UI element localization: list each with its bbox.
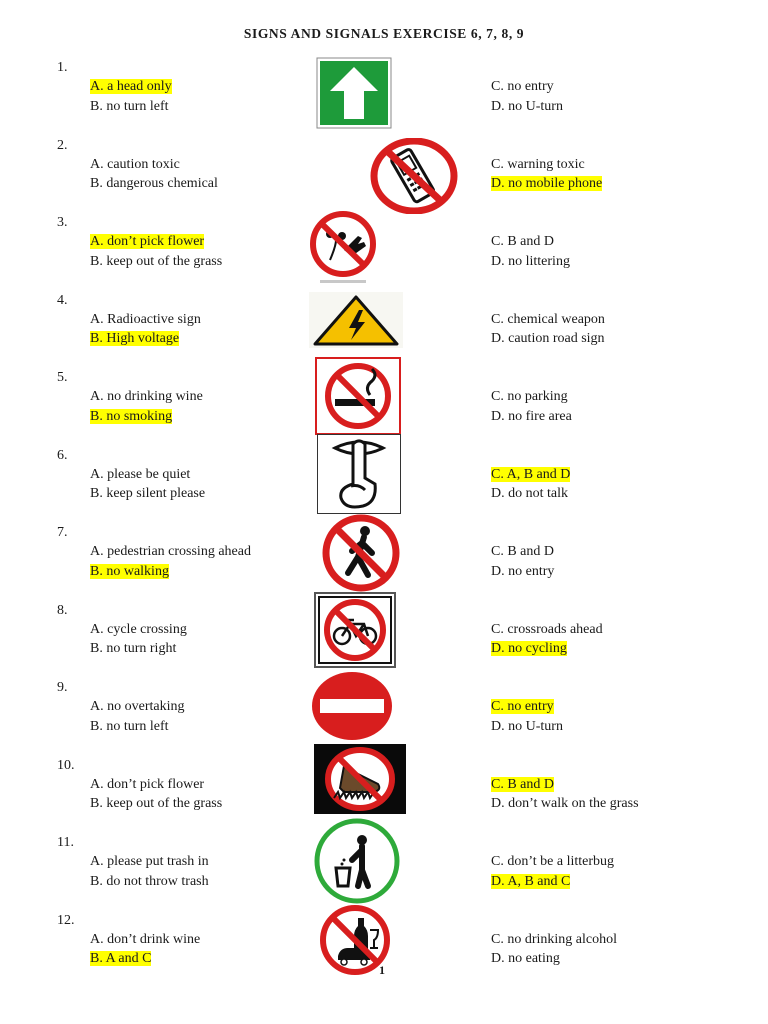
answer-option <box>90 718 169 735</box>
option-letter: A. <box>90 854 104 869</box>
highlighted-answer <box>491 699 554 714</box>
answer-option <box>90 853 209 870</box>
answer-option <box>90 78 172 95</box>
answer-option <box>491 853 614 870</box>
option-text: no overtaking <box>107 699 185 714</box>
no-walking-sign-icon <box>320 513 402 593</box>
highlighted-answer <box>491 777 554 792</box>
option-text: no turn right <box>106 641 177 656</box>
option-text: no turn left <box>106 98 169 114</box>
option-letter: A. <box>90 234 104 249</box>
option-text: A, B and D <box>506 466 571 482</box>
option-letter: A. <box>90 466 104 482</box>
answer-option <box>491 485 568 502</box>
highlighted-answer <box>90 564 169 579</box>
option-text: please be quiet <box>107 466 191 482</box>
highlighted-answer <box>491 176 602 191</box>
option-text: don’t pick flower <box>107 234 205 249</box>
option-letter: B. <box>90 873 103 889</box>
highlighted-answer <box>491 467 570 482</box>
option-text: no mobile phone <box>508 176 603 191</box>
option-text: High voltage <box>106 331 180 346</box>
option-letter: B. <box>90 408 103 424</box>
option-letter: B. <box>90 486 103 501</box>
answer-option <box>90 466 190 483</box>
option-text: no turn left <box>106 718 169 734</box>
answer-option <box>491 776 554 793</box>
option-text: no entry <box>507 699 554 714</box>
highlighted-answer <box>90 331 179 346</box>
option-letter: C. <box>491 311 504 327</box>
option-letter: C. <box>491 699 504 714</box>
option-text: don’t walk on the grass <box>508 796 639 811</box>
option-text: caution road sign <box>508 331 605 346</box>
answer-option <box>491 718 563 735</box>
answer-option <box>491 408 572 425</box>
option-text: do not throw trash <box>106 873 209 889</box>
option-letter: A. <box>90 699 104 714</box>
option-text: no eating <box>508 951 560 966</box>
option-letter: A. <box>90 311 104 327</box>
option-text: dangerous chemical <box>106 176 218 191</box>
option-letter: A. <box>90 544 104 559</box>
option-letter: C. <box>491 466 504 482</box>
highlighted-answer <box>90 79 172 94</box>
option-letter: D. <box>491 718 505 734</box>
answer-option <box>90 330 179 347</box>
option-letter: A. <box>90 156 104 172</box>
page-title: SIGNS AND SIGNALS EXERCISE 6, 7, 8, 9 <box>243 26 525 41</box>
option-letter: C. <box>491 776 504 792</box>
option-letter: D. <box>491 331 505 346</box>
trash-bin-sign-icon <box>312 818 402 904</box>
question-number: 9. <box>57 680 68 695</box>
option-text: keep silent please <box>106 486 206 501</box>
option-text: no parking <box>507 389 568 404</box>
option-letter: C. <box>491 79 504 94</box>
answer-option <box>491 950 560 967</box>
option-letter: C. <box>491 621 504 637</box>
page-number: 1 <box>379 963 385 977</box>
answer-option <box>90 621 187 638</box>
option-text: warning toxic <box>507 156 585 172</box>
answer-option <box>90 698 185 715</box>
answer-option <box>491 330 605 347</box>
option-letter: D. <box>491 796 505 811</box>
option-text: Radioactive sign <box>107 311 201 327</box>
answer-option <box>90 98 169 115</box>
quiet-please-sign-icon <box>317 434 401 514</box>
option-text: chemical weapon <box>507 311 605 327</box>
answer-option <box>491 156 585 173</box>
option-letter: B. <box>90 951 103 966</box>
option-text: don’t be a litterbug <box>507 854 615 869</box>
option-text: no entry <box>507 79 554 94</box>
question-number: 10. <box>57 757 75 773</box>
option-letter: C. <box>491 234 504 249</box>
ahead-only-sign-icon <box>316 57 392 129</box>
answer-option <box>90 311 201 328</box>
option-letter: D. <box>491 563 505 579</box>
highlighted-answer <box>90 409 172 424</box>
option-letter: C. <box>491 931 504 947</box>
no-entry-sign-icon <box>310 671 394 741</box>
option-letter: A. <box>90 79 104 94</box>
option-text: no cycling <box>508 641 567 656</box>
no-smoking-sign-icon <box>315 357 401 435</box>
option-text: caution toxic <box>107 156 180 172</box>
option-text: no smoking <box>106 408 173 424</box>
answer-option <box>491 311 605 328</box>
option-letter: C. <box>491 389 504 404</box>
option-text: don’t drink wine <box>107 931 201 947</box>
option-letter: D. <box>491 253 505 269</box>
answer-option <box>90 156 180 173</box>
option-text: B and D <box>507 776 555 792</box>
question-number: 7. <box>57 525 68 540</box>
option-text: do not talk <box>508 486 569 501</box>
option-letter: B. <box>90 641 103 656</box>
option-letter: A. <box>90 776 104 792</box>
option-text: no drinking alcohol <box>507 931 617 947</box>
highlighted-answer <box>90 951 151 966</box>
option-letter: B. <box>90 176 103 191</box>
answer-option <box>491 621 603 638</box>
option-letter: C. <box>491 156 504 172</box>
option-letter: B. <box>90 796 103 811</box>
option-letter: B. <box>90 98 103 114</box>
answer-option <box>491 466 570 483</box>
no-walking-on-grass-sign-icon <box>314 744 406 814</box>
option-letter: D. <box>491 873 505 889</box>
answer-option <box>491 98 563 115</box>
answer-option <box>90 485 205 502</box>
no-picking-flowers-sign-icon <box>306 210 380 288</box>
answer-option <box>491 873 570 890</box>
option-letter: A. <box>90 389 104 404</box>
answer-option <box>90 640 176 657</box>
answer-option <box>90 388 203 405</box>
answer-option <box>90 563 169 580</box>
no-cycling-sign-icon <box>314 592 396 668</box>
answer-option <box>491 563 554 580</box>
option-letter: B. <box>90 718 103 734</box>
answer-option <box>491 543 554 560</box>
option-letter: D. <box>491 176 505 191</box>
option-text: pedestrian crossing ahead <box>107 544 251 559</box>
option-text: keep out of the grass <box>106 796 223 811</box>
answer-option <box>90 795 222 812</box>
option-text: no U-turn <box>508 98 563 114</box>
option-text: B and D <box>507 234 555 249</box>
answer-option <box>90 931 200 948</box>
option-text: A, B and C <box>507 873 571 889</box>
option-letter: A. <box>90 931 104 947</box>
option-letter: D. <box>491 641 505 656</box>
question-number: 5. <box>57 370 68 385</box>
answer-option <box>90 233 204 250</box>
highlighted-answer <box>491 641 567 656</box>
answer-option <box>491 795 639 812</box>
answer-option <box>491 931 617 948</box>
option-letter: A. <box>90 621 104 637</box>
option-text: no walking <box>106 563 169 579</box>
answer-option <box>90 776 204 793</box>
answer-option <box>491 233 554 250</box>
question-number: 12. <box>57 912 75 928</box>
answer-option <box>90 175 218 192</box>
option-letter: D. <box>491 408 505 424</box>
option-letter: B. <box>90 331 103 346</box>
option-letter: B. <box>90 253 103 269</box>
option-text: a head only <box>107 79 172 94</box>
option-text: no littering <box>508 253 570 269</box>
question-number: 4. <box>57 292 68 308</box>
option-text: no drinking wine <box>107 389 203 404</box>
answer-option <box>90 873 209 890</box>
question-number: 2. <box>57 137 68 153</box>
option-text: cycle crossing <box>107 621 187 637</box>
option-letter: D. <box>491 951 505 966</box>
option-letter: C. <box>491 544 504 559</box>
option-text: keep out of the grass <box>106 253 223 269</box>
option-text: no entry <box>508 563 555 579</box>
option-letter: B. <box>90 563 103 579</box>
answer-option <box>491 640 567 657</box>
option-text: crossroads ahead <box>507 621 603 637</box>
option-text: B and D <box>507 544 555 559</box>
answer-option <box>90 408 172 425</box>
option-text: no U-turn <box>508 718 563 734</box>
option-letter: D. <box>491 98 505 114</box>
question-number: 11. <box>57 835 74 850</box>
question-number: 8. <box>57 602 68 618</box>
question-number: 1. <box>57 60 68 75</box>
option-text: please put trash in <box>107 854 209 869</box>
option-letter: C. <box>491 854 504 869</box>
option-letter: D. <box>491 486 505 501</box>
option-text: no fire area <box>508 408 572 424</box>
answer-option <box>491 698 554 715</box>
answer-option <box>491 78 554 95</box>
option-text: A and C <box>105 951 152 966</box>
answer-option <box>90 543 251 560</box>
answer-option <box>491 253 570 270</box>
answer-option <box>90 253 222 270</box>
answer-option <box>491 175 602 192</box>
answer-option <box>90 950 151 967</box>
question-number: 6. <box>57 447 68 463</box>
no-mobile-phone-sign-icon <box>370 138 458 214</box>
highlighted-answer <box>491 874 570 889</box>
highlighted-answer <box>90 234 204 249</box>
high-voltage-sign-icon <box>309 292 403 348</box>
option-text: don’t pick flower <box>107 776 205 792</box>
answer-option <box>491 388 568 405</box>
question-number: 3. <box>57 215 68 230</box>
